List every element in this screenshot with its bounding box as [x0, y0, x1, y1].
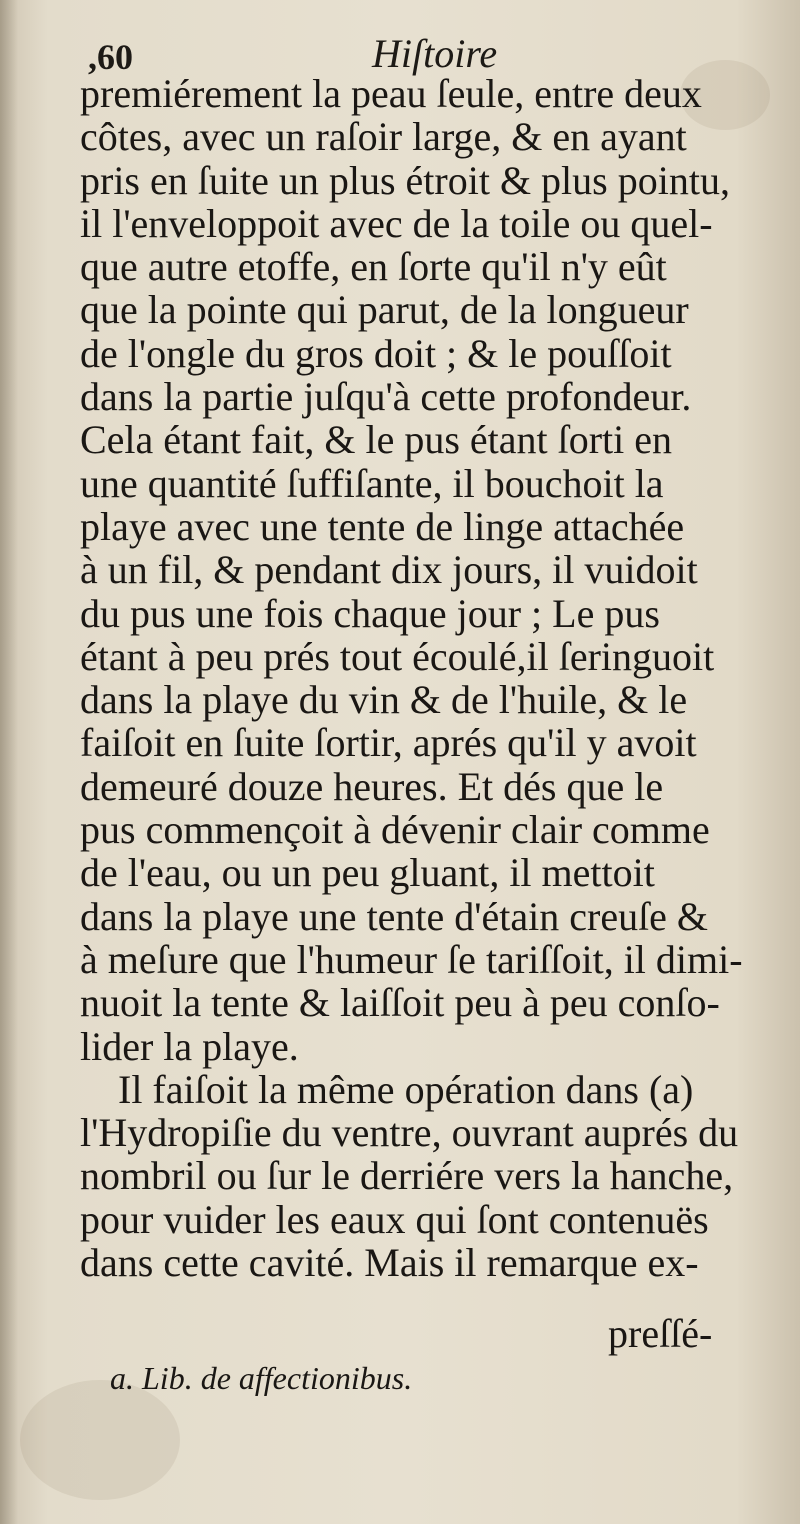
- text-line: nombril ou ſur le derriére vers la hanche,: [80, 1153, 734, 1199]
- text-line: dans cette cavité. Mais il remarque ex-: [80, 1240, 699, 1286]
- text-line: une quantité ſuffiſante, il bouchoit la: [80, 460, 664, 506]
- text-line: dans la playe une tente d'étain creuſe &: [80, 893, 709, 939]
- paper-stain: [20, 1380, 180, 1500]
- text-line: dans la partie juſqu'à cette profondeur.: [80, 374, 692, 420]
- page-number: ,60: [88, 37, 133, 77]
- text-line: étant à peu prés tout écoulé,il ſeringuoit: [80, 633, 715, 679]
- running-title: Hiſtoire: [372, 31, 498, 76]
- footnote: a. Lib. de affectionibus.: [110, 1360, 413, 1396]
- text-line: dans la playe du vin & de l'huile, & le: [80, 677, 688, 723]
- text-line: de l'eau, ou un peu gluant, il mettoit: [80, 850, 655, 896]
- text-line: playe avec une tente de linge attachée: [80, 503, 685, 549]
- text-line: Cela étant fait, & le pus étant ſorti en: [80, 417, 673, 463]
- text-line: à meſure que l'humeur ſe tariſſoit, il dimi-: [80, 936, 743, 982]
- text-line: demeuré douze heures. Et dés que le: [80, 763, 664, 809]
- text-line: côtes, avec un raſoir large, & en ayant: [80, 114, 687, 160]
- text-line: nuoit la tente & laiſſoit peu à peu conſo-: [80, 980, 720, 1026]
- text-line: l'Hydropiſie du ventre, ouvrant auprés du: [80, 1110, 739, 1156]
- text-line: premiérement la peau ſeule, entre deux: [80, 71, 702, 116]
- text-line: que la pointe qui parut, de la longueur: [80, 287, 689, 333]
- text-line: pris en ſuite un plus étroit & plus pointu,: [80, 157, 730, 203]
- catchword: preſſé-: [608, 1311, 713, 1356]
- text-line: de l'ongle du gros doit ; & le pouſſoit: [80, 330, 672, 376]
- text-line: à un fil, & pendant dix jours, il vuidoit: [80, 547, 698, 593]
- text-line: Il faiſoit la même opération dans (a): [118, 1066, 694, 1112]
- text-line: pour vuider les eaux qui ſont contenuës: [80, 1196, 709, 1242]
- text-line: faiſoit en ſuite ſortir, aprés qu'il y avoit: [80, 720, 697, 766]
- text-line: que autre etoffe, en ſorte qu'il n'y eût: [80, 244, 667, 290]
- text-line: du pus une fois chaque jour ; Le pus: [80, 590, 660, 636]
- body-text: [80, 72, 770, 1284]
- text-line: il l'enveloppoit avec de la toile ou quel-: [80, 200, 713, 246]
- text-line: lider la playe.: [80, 1023, 299, 1069]
- text-line: pus commençoit à dévenir clair comme: [80, 807, 710, 853]
